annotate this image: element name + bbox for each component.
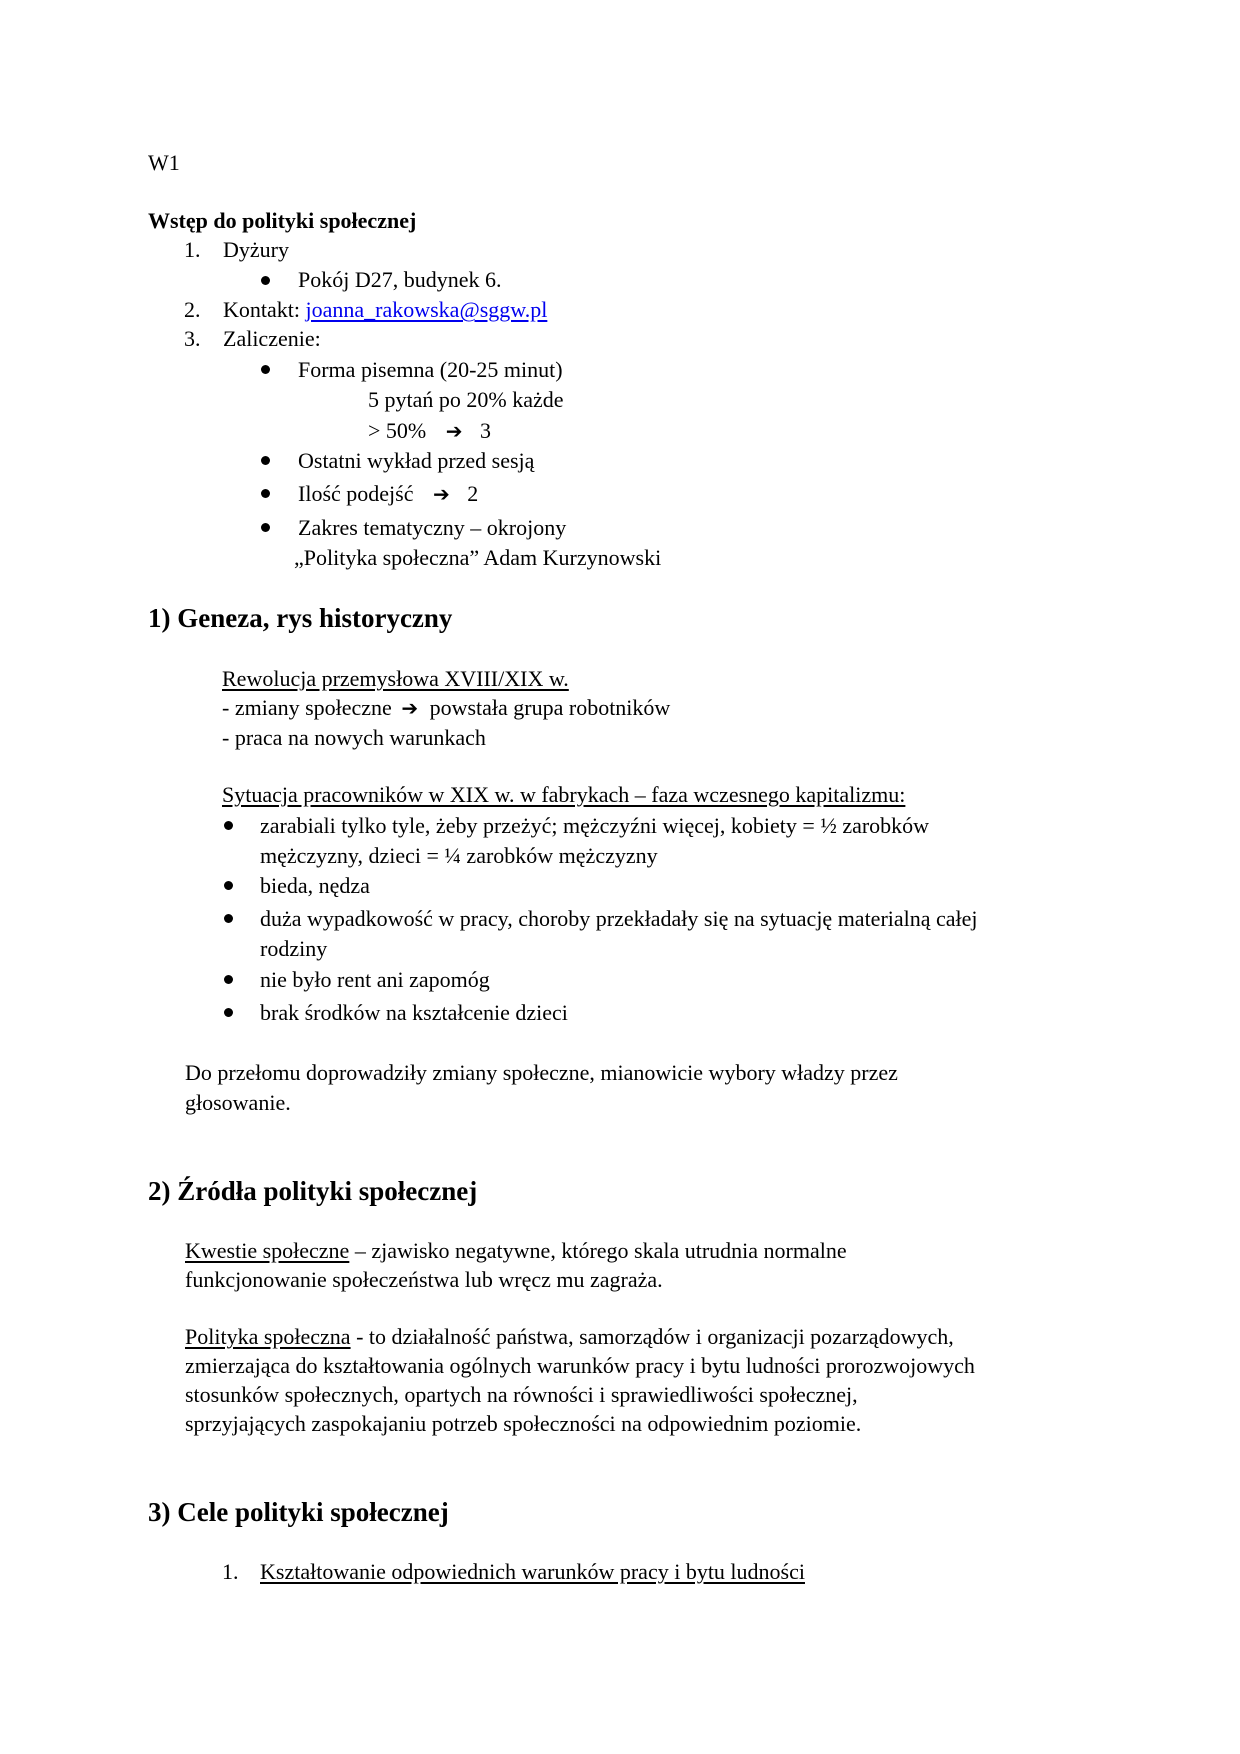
bullet-text: rodziny — [260, 936, 328, 961]
book-reference: „Polityka społeczna” Adam Kurzynowski — [294, 545, 662, 570]
zmiany-right: powstała grupa robotników — [429, 695, 671, 720]
polityka-line-4: sprzyjających zaspokajaniu potrzeb społeczności na odpowiednim poziomie. — [185, 1411, 862, 1436]
sytuacja-title: Sytuacja pracowników w XIX w. w fabrykach – faza wczesnego kapitalizmu: — [222, 782, 906, 807]
page-label: W1 — [148, 150, 180, 175]
paragraph-line: głosowanie. — [185, 1090, 291, 1115]
arrow-right-icon: ➔ — [432, 482, 450, 506]
kwestie-line-2: funkcjonowanie społeczeństwa lub wręcz mu zagraża. — [185, 1267, 663, 1292]
kwestie-line — [185, 1236, 847, 1266]
list-item-zakres: Zakres tematyczny – okrojony — [298, 515, 567, 540]
section-heading-1: 1) Geneza, rys historyczny — [148, 603, 453, 633]
zmiany-left: - zmiany społeczne — [222, 695, 392, 720]
ilosc-left: Ilość podejść — [298, 481, 414, 506]
email-link[interactable]: joanna_rakowska@sggw.pl — [305, 297, 548, 322]
polityka-line-2: zmierzająca do kształtowania ogólnych warunków pracy i bytu ludności prorozwojowych — [185, 1353, 975, 1378]
prog-right: 3 — [480, 418, 491, 443]
bullet-icon — [224, 1008, 233, 1017]
arrow-right-icon: ➔ — [445, 419, 463, 443]
bullet-text: duża wypadkowość w pracy, choroby przekładały się na sytuację materialną całej — [260, 906, 978, 931]
prog-line — [368, 416, 491, 446]
bullet-icon — [224, 821, 233, 830]
kwestie-def: – zjawisko negatywne, którego skala utrudnia normalne — [349, 1238, 847, 1263]
bullet-icon — [261, 523, 270, 532]
kontakt-label: Kontakt: — [223, 297, 300, 322]
bullet-icon — [261, 456, 270, 465]
pytan-text: 5 pytań po 20% każde — [368, 387, 564, 412]
paragraph-line: Do przełomu doprowadziły zmiany społeczne, mianowicie wybory władzy przez — [185, 1060, 898, 1085]
ilosc-right: 2 — [467, 481, 479, 506]
bullet-text: zarabiali tylko tyle, żeby przeżyć; mężczyźni więcej, kobiety = ½ zarobków — [260, 813, 930, 838]
bullet-text: brak środków na kształcenie dzieci — [260, 1000, 568, 1025]
arrow-right-icon: ➔ — [401, 696, 419, 720]
cele-item-1: Kształtowanie odpowiednich warunków pracy i bytu ludności — [260, 1559, 805, 1584]
polityka-def: - to działalność państwa, samorządów i organizacji pozarządowych, — [350, 1324, 954, 1349]
polityka-term: Polityka społeczna — [185, 1324, 351, 1349]
bullet-text: mężczyzny, dzieci = ¼ zarobków mężczyzny — [260, 843, 658, 868]
bullet-icon — [261, 276, 270, 285]
list-item-dyzury: Dyżury — [223, 237, 289, 262]
bullet-icon — [261, 365, 270, 374]
list-number: 3. — [184, 326, 201, 351]
section-heading-2: 2) Źródła polityki społecznej — [148, 1176, 478, 1206]
prog-left: > 50% — [368, 418, 427, 443]
bullet-text: bieda, nędza — [260, 873, 370, 898]
list-item-ostatni: Ostatni wykład przed sesją — [298, 448, 535, 473]
kwestie-term: Kwestie społeczne — [185, 1238, 350, 1263]
list-number: 1. — [222, 1559, 239, 1584]
bullet-icon — [224, 975, 233, 984]
polityka-line-3: stosunków społecznych, opartych na równości i sprawiedliwości społecznej, — [185, 1382, 858, 1407]
bullet-icon — [261, 489, 270, 498]
list-item-zaliczenie: Zaliczenie: — [223, 326, 321, 351]
bullet-icon — [224, 914, 233, 923]
polityka-line — [185, 1322, 954, 1352]
list-item-forma: Forma pisemna (20-25 minut) — [298, 357, 563, 382]
list-number: 2. — [184, 297, 201, 322]
zmiany-line — [222, 693, 670, 723]
list-number: 1. — [184, 237, 201, 262]
list-item-ilosc — [298, 479, 478, 509]
section-heading-3: 3) Cele polityki społecznej — [148, 1497, 449, 1527]
rewolucja-title: Rewolucja przemysłowa XVIII/XIX w. — [222, 666, 569, 691]
bullet-text: nie było rent ani zapomóg — [260, 967, 490, 992]
bullet-icon — [224, 881, 233, 890]
list-item-pokoj: Pokój D27, budynek 6. — [298, 267, 502, 292]
list-item-kontakt — [223, 295, 547, 325]
praca-line: - praca na nowych warunkach — [222, 725, 486, 750]
intro-title: Wstęp do polityki społecznej — [148, 208, 417, 233]
